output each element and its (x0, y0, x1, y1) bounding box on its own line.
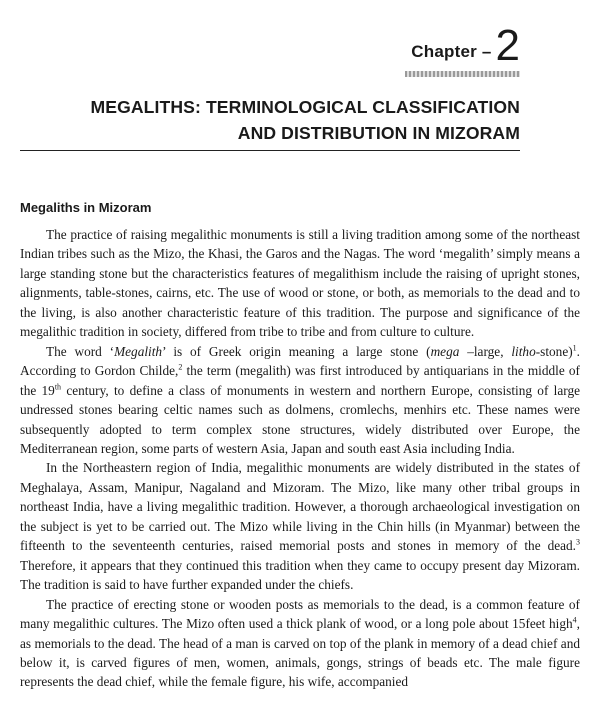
italic-term: mega (430, 343, 460, 359)
chapter-decorative-bar (405, 71, 520, 77)
chapter-title (40, 94, 520, 146)
chapter-label (411, 21, 520, 70)
text-run: the term (megalith) was first introduced by antiquarians in the middle of the 19 (20, 363, 580, 398)
ordinal-suffix: th (54, 382, 62, 392)
footnote-ref: 2 (178, 362, 183, 372)
chapter-title-line-1: MEGALITHS: TERMINOLOGICAL CLASSIFICATION (90, 97, 520, 117)
paragraph-4 (20, 595, 580, 692)
text-run: Therefore, it appears that they continued this tradition when they came to occupy present day Mizoram. The tradition is said to have further expanded under the chiefs. (20, 557, 580, 593)
paragraph-1: The practice of raising megalithic monuments is still a living tradition among some of the northeast Indian tribes such as the Mizo, the Khasi, the Garos and the Nagas. The word ‘megalith’ simply means a large standing stone but the characteristics features of megalithism include the raising of upright stones, alignments, table-stones, cairns, etc. The use of wood or stone, or both, as memorials to the dead and to the living, is also another characteristic feature of this tradition. The purpose and significance of the megalithic tradition in society, differed from tribe to tribe and from culture to culture. (20, 227, 580, 340)
italic-term: litho (511, 343, 536, 359)
text-run: The practice of erecting stone or wooden posts as memorials to the dead, is a common feature of many megalithic cultures. The Mizo often used a thick plank of wood, or a long pole about 15feet high (20, 596, 580, 632)
title-divider (20, 150, 520, 151)
paragraph-2 (20, 342, 580, 459)
text-run: -stone) (535, 343, 573, 359)
text-run: century, to define a class of monuments in western and northern Europe, consisting of large undressed stones bearing celtic names such as dolmens, cromlechs, menhirs etc. These names were subsequently adopted to term complex stone structures, widely distributed over Europe, the Mediterranean region, some parts of western Asia, Japan and south east Asia including India. (20, 382, 580, 456)
chapter-title-line-2: AND DISTRIBUTION IN MIZORAM (237, 123, 520, 143)
footnote-ref: 3 (576, 537, 580, 547)
text-run: ’ is of Greek origin meaning a large stone ( (162, 343, 431, 359)
text-run: , as memorials to the dead. The head of a man is carved on top of the plank in memory of a dead chief and below it, is carved figures of men, women, animals, gongs, strings of beads etc. The male figure represents the dead chief, while the female figure, his wife, accompanied (20, 616, 580, 690)
chapter-word: Chapter – (411, 42, 492, 61)
italic-term: Megalith (114, 343, 163, 359)
text-run: The word ‘ (46, 343, 115, 359)
chapter-number: 2 (495, 21, 520, 70)
footnote-ref: 1 (572, 343, 577, 353)
text-run: In the Northeastern region of India, megalithic monuments are widely distributed in the states of Meghalaya, Assam, Manipur, Nagaland and Mizoram. The Mizo, like many other tribal groups in northeast India, have a living megalithic tradition. However, a thorough archaeological investigation on the subject is yet to be carried out. The Mizo while living in the Chin hills (in Myanmar) between the fifteenth to the seventeenth centuries, raised memorial posts and stones in memory of the dead. (20, 460, 580, 554)
footnote-ref: 4 (572, 615, 577, 625)
text-run: –large, (459, 343, 512, 359)
paragraph-3 (20, 458, 580, 594)
section-heading: Megaliths in Mizoram (20, 200, 152, 215)
text-run: . According to Gordon Childe, (20, 343, 580, 379)
body-text (20, 225, 580, 692)
